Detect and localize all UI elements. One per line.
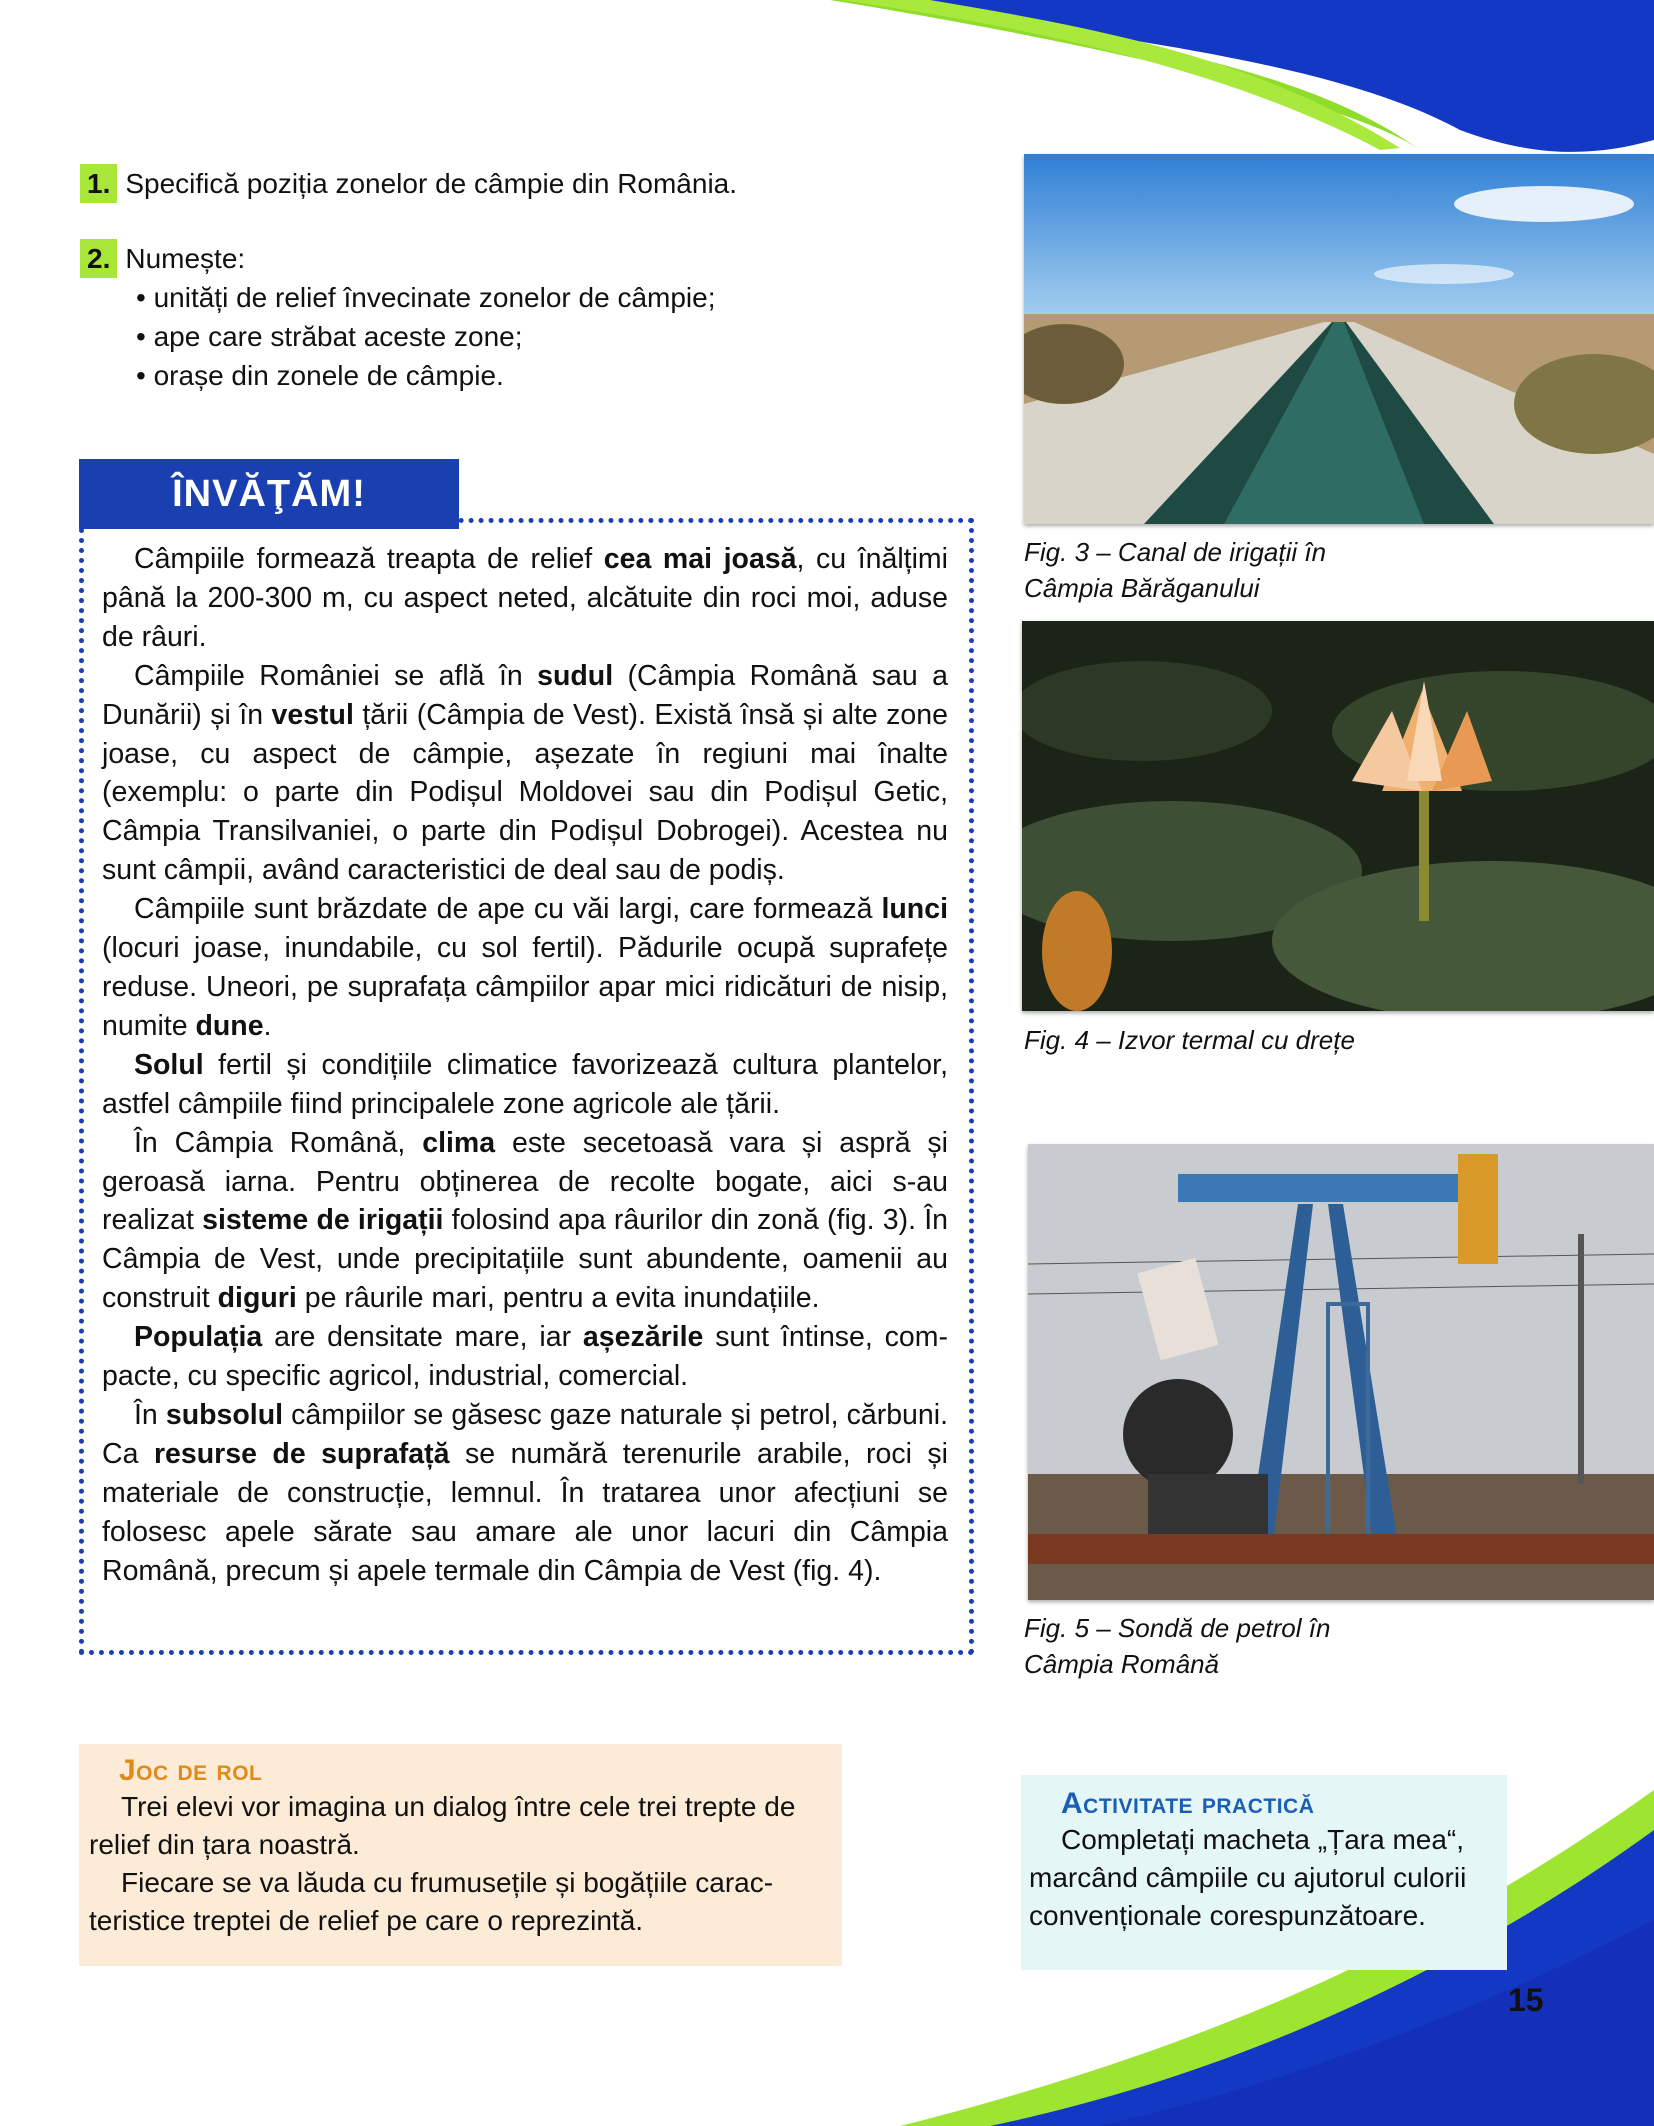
learn-paragraph xyxy=(102,1318,948,1396)
joc-paragraph: Trei elevi vor imagina un dialog între cele trei trepte de relief din țara noastră. xyxy=(89,1791,796,1860)
text-run: În Câmpia Română, xyxy=(134,1126,423,1159)
learn-paragraph xyxy=(102,1046,948,1124)
caption-line: Fig. 4 – Izvor termal cu drețe xyxy=(1024,1025,1355,1055)
text-run: țării (Câmpia de Vest). Există însă și alte zone joase, cu aspect de câmpie, așezate în regiuni mai înalte (exemplu: o parte din Podișul Moldovei sau din Podișul Getic, Câmpia Transilvaniei, o parte din Podișul Dobrogei). Acestea nu sunt câmpii, având caracteristici de deal sau de podiș. xyxy=(102,698,948,887)
caption-line: Fig. 3 – Canal de irigații în xyxy=(1024,537,1327,567)
bullet-item: • orașe din zonele de câmpie. xyxy=(136,356,980,395)
caption-line: Fig. 5 – Sondă de petrol în xyxy=(1024,1613,1331,1643)
text-run: pe râurile mari, pentru a evita inundațiile. xyxy=(296,1282,820,1315)
text-run: În xyxy=(134,1398,166,1431)
task-text: Numește: xyxy=(125,243,246,274)
caption-line: Câmpia Bărăganului xyxy=(1024,573,1260,603)
bold-term: Solul xyxy=(134,1048,204,1081)
text-run: (locuri joase, inundabile, cu sol fertil). Pădurile ocupă suprafețe reduse. Uneori, pe suprafața câmpiilor apar mici ridicături de nisip, numite xyxy=(102,932,948,1042)
text-run: fertil și condițiile climatice favorizează cultura plantelor, astfel câmpiile fiind principalele zone agricole ale țării. xyxy=(102,1048,948,1120)
activitate-title: Activitate practică xyxy=(1061,1787,1315,1820)
learn-title-text: ÎNVĂŢĂM! xyxy=(172,472,366,515)
bold-term: subsolul xyxy=(165,1398,284,1431)
fig5-photo xyxy=(1028,1144,1654,1600)
text-run: are densitate mare, iar xyxy=(262,1321,583,1354)
fig3-caption xyxy=(1024,534,1654,606)
bold-term: cea mai joasă xyxy=(603,543,797,575)
bold-term: diguri xyxy=(217,1282,297,1315)
bullet-item: • unități de relief învecinate zonelor de câmpie; xyxy=(136,278,980,317)
joc-title: Joc de rol xyxy=(119,1754,263,1787)
bold-term: sudul xyxy=(537,659,614,692)
text-run: se numără terenurile arabile, roci și materiale de construcție, lemnul. În tratarea unor afecțiuni se folosesc apele sărate sau amare ale unor lacuri din Câmpia Română, precum și apele termale din Câmpia de Vest (fig. 4). xyxy=(102,1437,948,1587)
caption-line: Câmpia Română xyxy=(1024,1649,1220,1679)
task-1 xyxy=(80,164,980,203)
text-run: Câmpiile sunt brăzdate de ape cu văi largi, care formează xyxy=(134,893,882,926)
joc-paragraph: Fiecare se va lăuda cu frumusețile și bogățiile carac-teristice treptei de relief pe care o reprezintă. xyxy=(89,1867,774,1936)
bullet-item: • ape care străbat aceste zone; xyxy=(136,317,980,356)
text-run: Câmpiile formează treapta de relief xyxy=(134,543,604,575)
bold-term: resurse de suprafață xyxy=(153,1437,450,1470)
learn-paragraph xyxy=(102,1124,948,1319)
bold-term: Populația xyxy=(134,1321,263,1354)
text-run: folosind apa râurilor din zonă (fig. 3). În Câmpia de Vest, unde precipitațiile sunt abundente, oamenii au construit xyxy=(102,1204,949,1315)
task-2-bullets xyxy=(80,278,980,395)
fig4-caption xyxy=(1024,1022,1654,1058)
learn-paragraph xyxy=(102,1396,948,1591)
text-run: Câmpiile României se află în xyxy=(134,659,538,692)
fig4-photo xyxy=(1022,621,1654,1011)
learn-text xyxy=(102,540,948,1590)
text-run: (Câmpia Română sau a Dunării) și în xyxy=(102,659,948,731)
task-2 xyxy=(80,239,980,395)
page-number: 15 xyxy=(1508,1982,1544,2018)
learn-title xyxy=(79,459,459,529)
fig5-caption xyxy=(1024,1610,1654,1682)
text-run: sunt întinse, com-pacte, cu specific agricol, industrial, comercial. xyxy=(102,1321,949,1393)
activitate-practica-box xyxy=(1021,1775,1507,1970)
text-run: , cu înălțimi până la 200-300 m, cu aspect neted, alcătuite din roci moi, aduse de râuri. xyxy=(102,543,948,653)
task-text: Specifică poziția zonelor de câmpie din România. xyxy=(125,168,738,199)
bold-term: vestul xyxy=(271,698,354,731)
text-run: . xyxy=(263,1009,272,1042)
learn-paragraph xyxy=(102,890,948,1046)
bold-term: așezările xyxy=(582,1321,704,1354)
bold-term: dune xyxy=(195,1009,264,1042)
bold-term: clima xyxy=(422,1126,496,1159)
learn-paragraph xyxy=(102,657,948,890)
bold-term: lunci xyxy=(881,893,948,926)
bold-term: sisteme de irigații xyxy=(202,1204,444,1237)
joc-de-rol-box xyxy=(79,1744,842,1966)
text-run: este secetoasă vara și aspră și geroasă iarna. Pentru obținerea de recolte bogate, aici s-au realizat xyxy=(102,1126,948,1237)
task-number: 1. xyxy=(80,164,117,203)
learn-paragraph xyxy=(102,540,948,657)
text-run: câmpiilor se găsesc gaze naturale și petrol, cărbuni. Ca xyxy=(102,1398,948,1470)
activitate-text: Completați macheta „Țara mea“, marcând câmpiile cu ajutorul culorii convenționale corespunzătoare. xyxy=(1029,1824,1467,1931)
fig3-photo xyxy=(1024,154,1654,524)
task-number: 2. xyxy=(80,239,117,278)
